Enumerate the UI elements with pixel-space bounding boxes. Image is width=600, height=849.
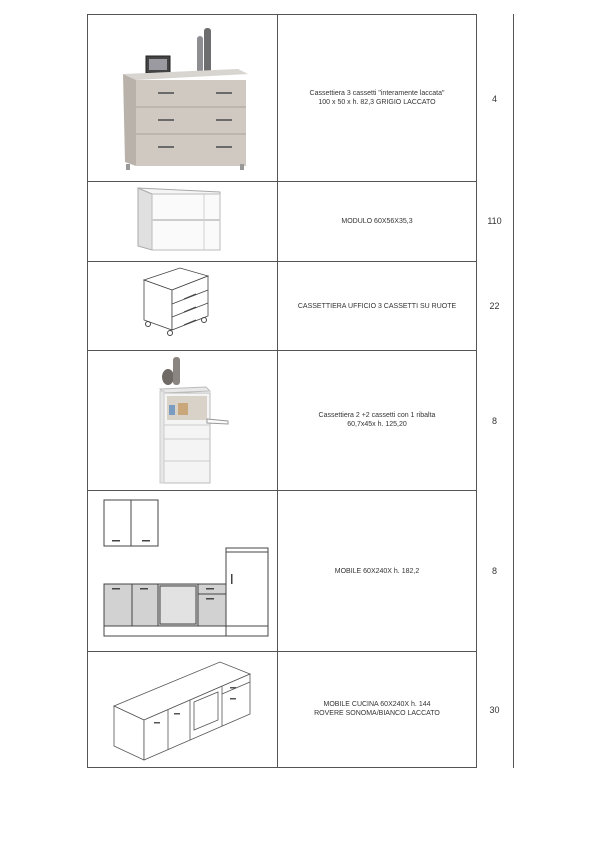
row-quantity: 8 <box>491 416 497 426</box>
row-divider <box>87 181 476 182</box>
row-description <box>278 567 476 576</box>
column-divider-desc <box>476 14 477 768</box>
description-line: ROVERE SONOMA/BIANCO LACCATO <box>314 710 440 717</box>
row-description <box>278 302 476 311</box>
row-divider <box>87 261 476 262</box>
open-shelf-module-image <box>134 186 224 254</box>
description-line: Cassettiera 3 cassetti "interamente laccata" <box>309 90 445 97</box>
row-quantity: 4 <box>491 94 497 104</box>
description-line: MOBILE CUCINA 60X240X h. 144 <box>323 701 431 708</box>
description-line: MODULO 60X56X35,3 <box>341 218 413 225</box>
row-description <box>278 217 476 226</box>
office-drawer-unit-image <box>140 264 212 340</box>
drop-front-cabinet-image <box>156 353 232 487</box>
row-quantity: 30 <box>489 705 500 715</box>
description-line: 60,7x45x h. 125,20 <box>347 421 407 428</box>
row-description <box>278 700 476 718</box>
description-line: Cassettiera 2 +2 cassetti con 1 ribalta <box>318 412 436 419</box>
row-quantity: 22 <box>489 301 500 311</box>
row-description <box>278 89 476 107</box>
column-divider-right <box>513 14 514 768</box>
kitchen-unit-image <box>102 498 270 640</box>
description-line: MOBILE 60X240X h. 182,2 <box>334 568 420 575</box>
row-quantity: 8 <box>491 566 497 576</box>
column-divider-image <box>277 14 278 768</box>
row-divider <box>87 14 476 15</box>
row-divider <box>87 767 476 768</box>
row-divider <box>87 490 476 491</box>
row-quantity: 110 <box>487 216 502 226</box>
description-line: CASSETTIERA UFFICIO 3 CASSETTI SU RUOTE <box>297 303 457 310</box>
kitchen-base-cabinet-image <box>110 656 252 764</box>
row-divider <box>87 350 476 351</box>
description-line: 100 x 50 x h. 82,3 GRIGIO LACCATO <box>318 99 436 106</box>
row-description <box>278 411 476 429</box>
column-divider-left <box>87 14 88 768</box>
grey-chest-of-drawers-image <box>118 24 253 172</box>
row-divider <box>87 651 476 652</box>
